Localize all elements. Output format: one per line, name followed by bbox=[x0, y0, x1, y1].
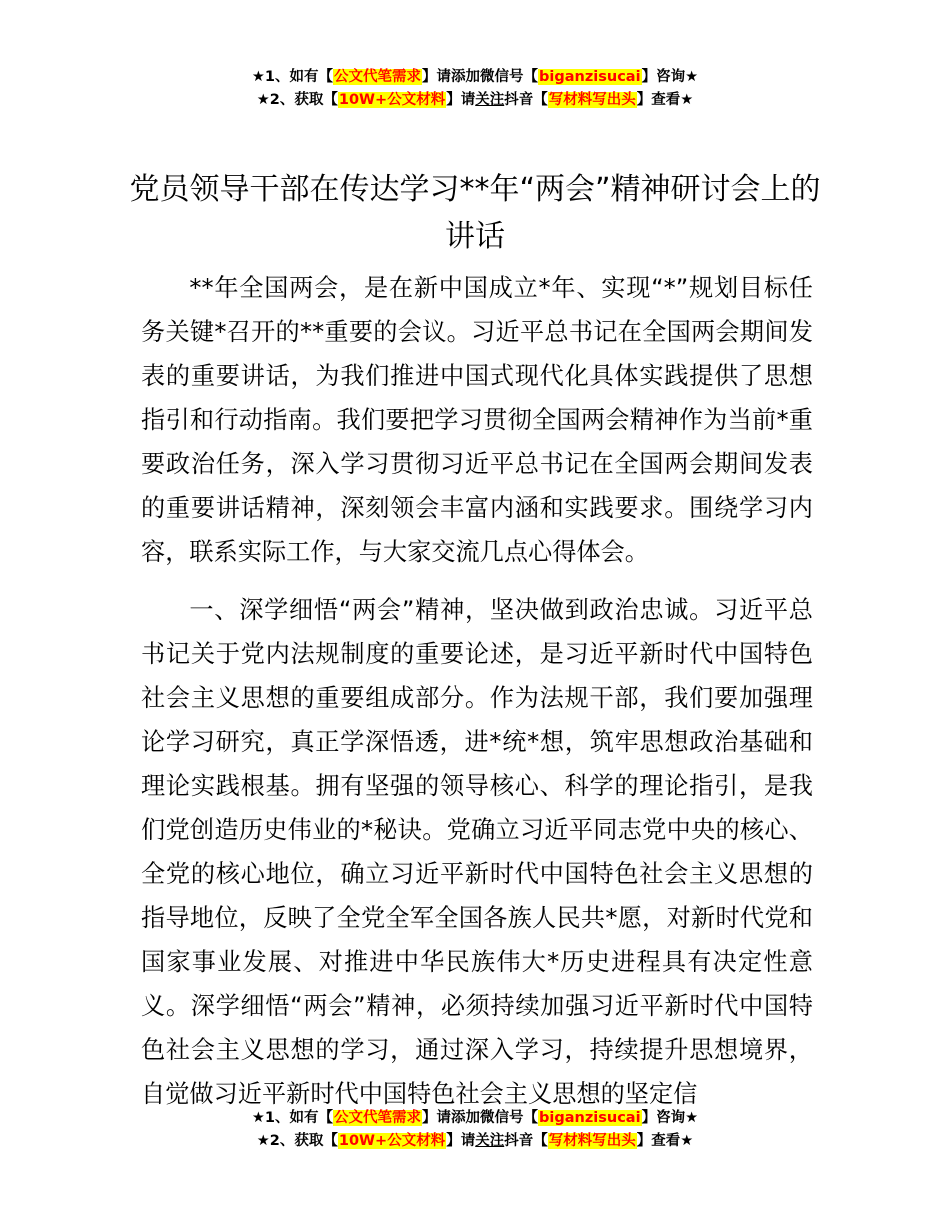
banner-text: 】咨询★ bbox=[641, 69, 699, 85]
banner-highlight: 写材料写出头 bbox=[548, 92, 636, 108]
banner-highlight: 公文代笔需求 bbox=[334, 69, 422, 85]
banner-text: 抖音【 bbox=[504, 1133, 548, 1149]
banner-highlight: 10W+公文材料 bbox=[338, 1133, 446, 1149]
banner-text: 抖音【 bbox=[504, 92, 548, 108]
banner-text: 微信号【 bbox=[480, 69, 539, 85]
banner-text: 微信号【 bbox=[480, 1110, 539, 1126]
banner-text: 】请 bbox=[422, 69, 452, 85]
footer-banner bbox=[0, 1107, 950, 1153]
banner-text: ★2、获取【 bbox=[256, 1133, 338, 1149]
banner-highlight: biganzisucai bbox=[539, 1110, 641, 1126]
banner-highlight: 10W+公文材料 bbox=[338, 92, 446, 108]
banner-text: 】请 bbox=[446, 92, 476, 108]
document-title: 党员领导干部在传达学习**年“两会”精神研讨会上的讲话 bbox=[129, 172, 821, 254]
paragraph: **年全国两会，是在新中国成立*年、实现“*”规划目标任务关键*召开的**重要的会议。习近平总书记在全国两会期间发表的重要讲话，为我们推进中国式现代化具体实践提供了思想指引和行动指南。我们要把学习贯彻全国两会精神作为当前*重要政治任务，深入学习贯彻习近平总书记在全国两会期间发表的重要讲话精神，深刻领会丰富内涵和实践要求。围绕学习内容，联系实际工作，与大家交流几点心得体会。 bbox=[141, 274, 813, 566]
banner-highlight: 写材料写出头 bbox=[548, 1133, 636, 1149]
header-banner bbox=[0, 66, 950, 112]
footer-banner-line-1 bbox=[0, 1107, 950, 1130]
footer-banner-line-2 bbox=[0, 1130, 950, 1153]
banner-text: ★2、获取【 bbox=[256, 92, 338, 108]
paragraph: 一、深学细悟“两会”精神，坚决做到政治忠诚。习近平总书记关于党内法规制度的重要论述，是习近平新时代中国特色社会主义思想的重要组成部分。作为法规干部，我们要加强理论学习研究，真正学深悟透，进*统*想，筑牢思想政治基础和理论实践根基。拥有坚强的领导核心、科学的理论指引，是我们党创造历史伟业的*秘诀。党确立习近平同志党中央的核心、全党的核心地位，确立习近平新时代中国特色社会主义思想的指导地位，反映了全党全军全国各族人民共*愿，对新时代党和国家事业发展、对推进中华民族伟大*历史进程具有决定性意义。深学细悟“两会”精神，必须持续加强习近平新时代中国特色社会主义思想的学习，通过深入学习，持续提升思想境界，自觉做习近平新时代中国特色社会主义思想的坚定信 bbox=[141, 596, 813, 1108]
banner-text: 】请 bbox=[422, 1110, 452, 1126]
banner-highlight: biganzisucai bbox=[539, 69, 641, 85]
banner-emphasis: 关注 bbox=[475, 92, 505, 108]
banner-emphasis: 添加 bbox=[451, 1110, 481, 1126]
header-banner-line-1 bbox=[0, 66, 950, 89]
banner-emphasis: 关注 bbox=[475, 1133, 505, 1149]
banner-text: ★1、如有【 bbox=[251, 1110, 334, 1126]
header-banner-line-2 bbox=[0, 89, 950, 112]
banner-text: 】咨询★ bbox=[641, 1110, 699, 1126]
banner-emphasis: 添加 bbox=[451, 69, 481, 85]
banner-text: 】查看★ bbox=[636, 92, 694, 108]
banner-highlight: 公文代笔需求 bbox=[334, 1110, 422, 1126]
document-body bbox=[141, 266, 813, 1130]
banner-text: 】请 bbox=[446, 1133, 476, 1149]
banner-text: ★1、如有【 bbox=[251, 69, 334, 85]
banner-text: 】查看★ bbox=[636, 1133, 694, 1149]
